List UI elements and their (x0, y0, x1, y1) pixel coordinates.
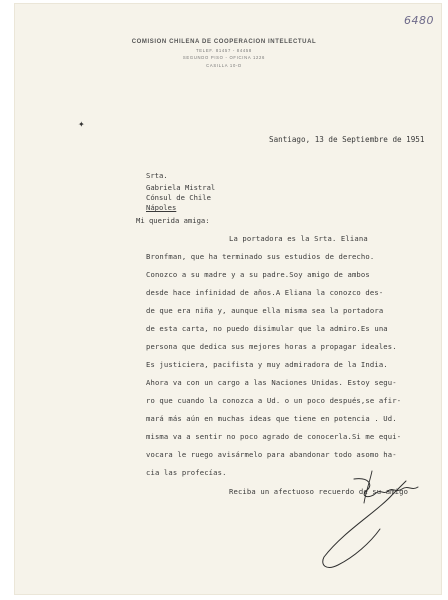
body-line: La portadora es la Srta. Eliana (229, 234, 368, 243)
body-line: misma va a sentir no poco agrado de conocerla.Si me equi- (146, 432, 402, 441)
letter-date: Santiago, 13 de Septiembre de 1951 (269, 135, 425, 144)
recipient-line-2: Gabriela Mistral (146, 183, 216, 192)
body-line: de que era niña y, aunque ella misma sea la portadora (146, 306, 384, 315)
body-line: desde hace infinidad de años.A Eliana la conozco des- (146, 288, 384, 297)
recipient-line-4: Nápoles (146, 203, 177, 212)
letterhead-phone: TELEF. 81457 - 84458 (196, 47, 252, 53)
signature (314, 451, 434, 581)
archive-number: 6480 (404, 14, 434, 27)
body-line: persona que dedica sus mejores horas a propagar ideales. (146, 342, 397, 351)
recipient-line-1: Srta. (146, 171, 168, 180)
body-line: Conozco a su madre y a su padre.Soy amigo de ambos (146, 270, 370, 279)
body-line: cia las profecías. (146, 468, 227, 477)
body-line: mará más aún en muchas ideas que tiene en potencia . Ud. (146, 414, 397, 423)
recipient-line-3: Cónsul de Chile (146, 193, 211, 202)
body-line: ro que cuando la conozca a Ud. o un poco después,se afir- (146, 396, 402, 405)
letterhead (119, 39, 329, 68)
body-line: Bronfman, que ha terminado sus estudios de derecho. (146, 252, 375, 261)
letterhead-organization: COMISION CHILENA DE COOPERACION INTELECTUAL (131, 39, 317, 45)
closing: Reciba un afectuoso recuerdo de su amigo (229, 487, 409, 496)
letter-page (14, 3, 442, 595)
body-line: vocara le ruego avisármelo para abandonar todo asomo ha- (146, 450, 397, 459)
body-line: de esta carta, no puedo disimular que la admiro.Es una (146, 324, 388, 333)
letterhead-office: SEGUNDO PISO - OFICINA 1226 (182, 55, 266, 60)
bullet-mark-icon: ✦ (78, 120, 85, 129)
body-line: Ahora va con un cargo a las Naciones Unidas. Estoy segu- (146, 378, 397, 387)
letterhead-box: CASILLA 10-D (206, 62, 242, 68)
body-line: Es justiciera, pacifista y muy admiradora de la India. (146, 360, 388, 369)
salutation: Mi querida amiga: (136, 216, 210, 225)
